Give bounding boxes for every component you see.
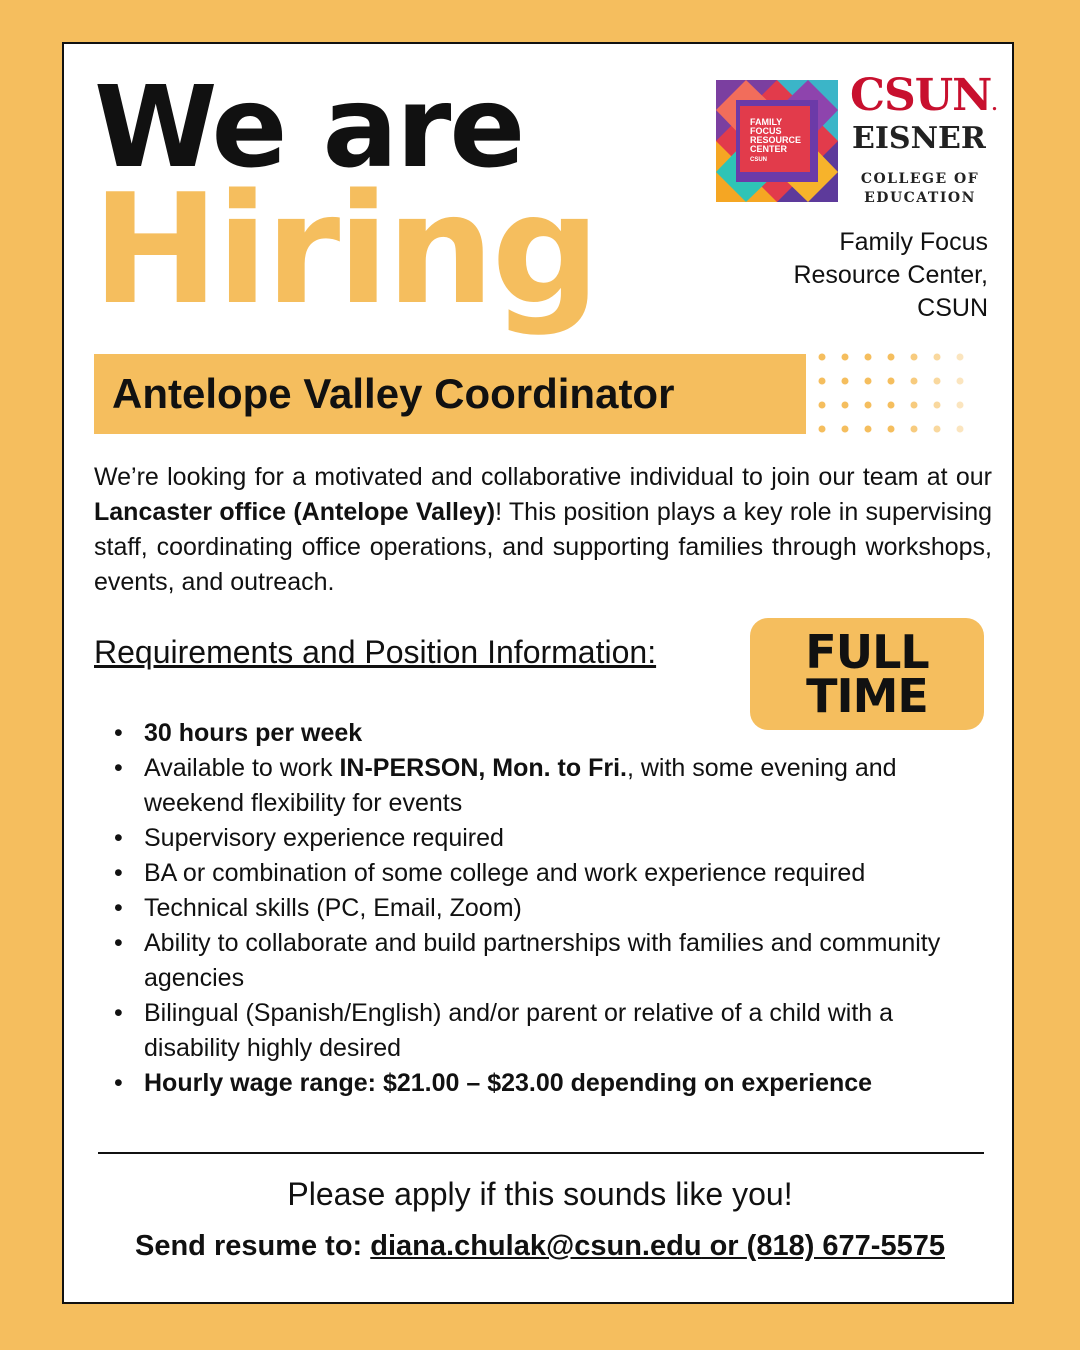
divider — [98, 1152, 984, 1154]
family-focus-logo — [716, 80, 838, 202]
position-title: Antelope Valley Coordinator — [112, 370, 675, 417]
badge-line-2: TIME — [806, 669, 928, 723]
req-supervisory: Supervisory experience required — [144, 824, 504, 852]
logo-badge-small: CSUN — [750, 157, 768, 163]
list-item — [114, 856, 984, 891]
list-item — [114, 891, 984, 926]
send-resume-line — [64, 1230, 1016, 1263]
send-label: Send resume to: — [135, 1230, 371, 1262]
req-wage: Hourly wage range: $21.00 – $23.00 depending on experience — [144, 1069, 873, 1097]
full-time-badge — [750, 618, 984, 730]
req-availability-b: , with some evening and weekend flexibility for events — [144, 754, 897, 817]
req-bilingual: Bilingual (Spanish/English) and/or parent or relative of a child with a disability highly desired — [144, 999, 894, 1062]
intro-location: Lancaster office (Antelope Valley) — [94, 498, 496, 526]
req-hours: 30 hours per week — [144, 719, 363, 747]
college-line-2: EDUCATION — [864, 190, 976, 206]
badge-line-1: FULL — [805, 625, 929, 679]
logo-badge-text: FAMILY FOCUS RESOURCE CENTER — [750, 117, 802, 154]
req-availability-bold: IN-PERSON, Mon. to Fri. — [339, 754, 627, 782]
csun-brand — [850, 70, 997, 121]
org-line-2: Resource Center, — [793, 261, 988, 289]
org-name — [688, 226, 988, 325]
college-of-education — [856, 170, 984, 208]
req-availability-a: Available to work — [144, 754, 340, 782]
requirements-list — [114, 716, 984, 1101]
org-line-3: CSUN — [917, 294, 988, 322]
logo-badge — [740, 106, 810, 172]
list-item — [114, 926, 984, 996]
headline-hiring: Hiring — [92, 161, 598, 338]
decorative-dots-icon — [816, 352, 976, 436]
req-technical: Technical skills (PC, Email, Zoom) — [144, 894, 522, 922]
intro-text-2: ! This position plays a key role in supervising staff, coordinating office operations, and supporting families through workshops, events, and outreach. — [94, 498, 992, 596]
or-text: or — [701, 1230, 747, 1262]
intro-text-1: We’re looking for a motivated and collaborative individual to join our team at our — [94, 463, 992, 491]
position-title-bar — [94, 354, 806, 434]
req-collaborate: Ability to collaborate and build partnerships with families and community agencies — [144, 929, 941, 992]
headline-we-are: We are — [94, 63, 524, 193]
college-line-1: COLLEGE OF — [860, 171, 980, 187]
csun-mark: . — [991, 94, 997, 115]
phone-link[interactable]: (818) 677-5575 — [746, 1230, 945, 1262]
apply-text: Please apply if this sounds like you! — [287, 1176, 793, 1212]
list-item — [114, 751, 984, 821]
list-item — [114, 996, 984, 1066]
req-education: BA or combination of some college and work experience required — [144, 859, 866, 887]
intro-paragraph — [94, 460, 992, 600]
eisner-wordmark: EISNER — [852, 121, 986, 156]
list-item — [114, 1066, 984, 1101]
email-link[interactable]: diana.chulak@csun.edu — [370, 1230, 702, 1262]
flyer-card — [62, 42, 1014, 1304]
requirements-heading: Requirements and Position Information: — [94, 634, 657, 670]
org-line-1: Family Focus — [839, 228, 988, 256]
list-item — [114, 716, 984, 751]
csun-wordmark: CSUN — [850, 70, 992, 121]
list-item — [114, 821, 984, 856]
